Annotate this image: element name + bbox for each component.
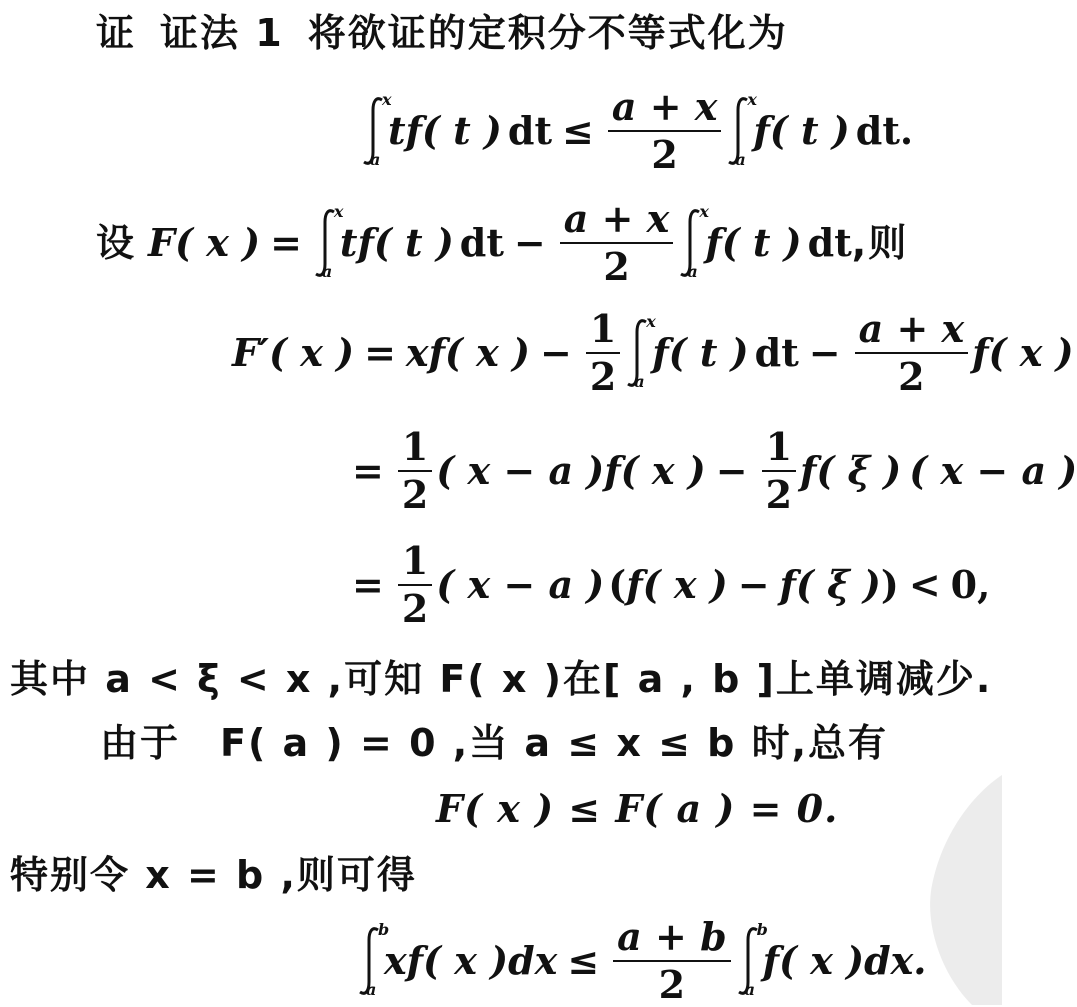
conclusion-inequality: F( x ) ≤ F( a ) = 0. bbox=[436, 786, 839, 831]
minus-sign: − bbox=[513, 220, 546, 265]
since-line: 由于 F( a ) = 0 ,当 a ≤ x ≤ b 时,总有 bbox=[100, 721, 889, 765]
fraction-a-plus-x-over-2: $\frac{a + x}{2}$ bbox=[855, 310, 969, 396]
page-shadow bbox=[912, 775, 1002, 1005]
equation-sign-step: = $\frac{1}{2}$ ( x − a ) ( f( x ) − f( ξ ) ) < 0, bbox=[352, 538, 991, 631]
equation-final-inequality: b a xf( x )dx ≤ $\frac{a + b}{2}$ b a f( x )dx. bbox=[356, 918, 927, 1004]
fraction-a-plus-x-over-2: $\frac{a + x}{2}$ bbox=[608, 88, 722, 174]
equation-derivative: F′( x ) = xf( x ) − $\frac{1}{2}$ x a f( t ) dt − $\frac{a + x}{2}$ f( x ) bbox=[232, 306, 1074, 399]
integrand-ft: f( t ) bbox=[753, 108, 850, 153]
equation-define-F: 设 F( x ) = x a tf( t ) dt − $\frac{a + x}{2}$ x a f( t ) dt ,则 bbox=[96, 196, 909, 289]
F-of-x: F( x ) bbox=[148, 220, 261, 265]
leq-sign: ≤ bbox=[562, 108, 594, 153]
differential-period: dt. bbox=[855, 108, 914, 153]
then-word: ,则 bbox=[851, 221, 909, 265]
where-line: 其中 a < ξ < x ,可知 F( x )在[ a , b ]上单调减少. bbox=[10, 657, 993, 701]
integral-sign: x a bbox=[624, 318, 650, 388]
fraction-one-half: $\frac{1}{2}$ bbox=[398, 428, 432, 514]
fraction-a-plus-x-over-2: $\frac{a + x}{2}$ bbox=[560, 200, 674, 286]
differential: dt bbox=[507, 108, 552, 153]
integral-sign: b a bbox=[735, 926, 761, 996]
fraction-one-half: $\frac{1}{2}$ bbox=[762, 428, 796, 514]
integral-sign: x a bbox=[677, 208, 703, 278]
integral-sign: x a bbox=[360, 96, 386, 166]
integrand-tft: tf( t ) bbox=[388, 108, 502, 153]
integral-sign: b a bbox=[356, 926, 382, 996]
special-case-line: 特别令 x = b ,则可得 bbox=[10, 853, 417, 897]
fraction-one-half: $\frac{1}{2}$ bbox=[398, 542, 432, 628]
proof-heading bbox=[96, 11, 788, 55]
integral-sign: x a bbox=[725, 96, 751, 166]
let-word: 设 bbox=[96, 221, 137, 265]
equation-target-inequality bbox=[360, 84, 914, 177]
equation-mean-value-step: = $\frac{1}{2}$ ( x − a ) f( x ) − $\frac{1}{2}$ f( ξ ) ( x − a ) bbox=[352, 424, 1077, 517]
integral-sign: x a bbox=[312, 208, 338, 278]
proof-method: 证法 1 bbox=[160, 11, 284, 55]
equals-sign: = bbox=[270, 220, 302, 265]
proof-label: 证 bbox=[96, 11, 137, 55]
fraction-one-half: $\frac{1}{2}$ bbox=[586, 310, 620, 396]
fraction-a-plus-b-over-2: $\frac{a + b}{2}$ bbox=[613, 918, 731, 1004]
F-prime-of-x: F′( x ) bbox=[232, 330, 355, 375]
proof-intro: 将欲证的定积分不等式化为 bbox=[307, 11, 788, 55]
